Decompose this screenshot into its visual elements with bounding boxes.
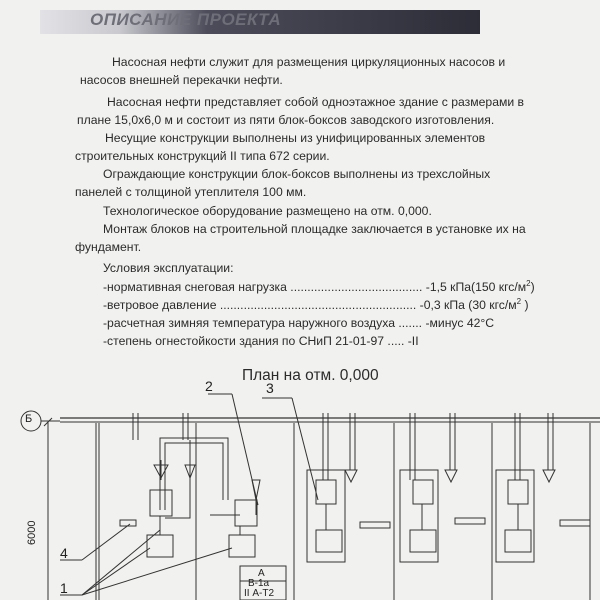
- paragraph-line: плане 15,0х6,0 м и состоит из пяти блок-боксов заводского изготовления.: [77, 113, 495, 127]
- conditions-heading: Условия эксплуатации:: [103, 261, 234, 275]
- callout-label: 1: [60, 580, 68, 596]
- page-title: ОПИСАНИЕ ПРОЕКТА: [90, 10, 282, 29]
- box-label: В-1а: [248, 578, 270, 589]
- dimension-label: 6000: [26, 520, 38, 545]
- paragraph-line: фундамент.: [75, 240, 142, 254]
- callout-label: 3: [266, 380, 274, 396]
- plan-title: План на отм. 0,000: [242, 367, 379, 384]
- paragraph-line: Насосная нефти служит для размещения циркуляционных насосов и: [112, 55, 506, 69]
- axis-label: Б: [25, 413, 33, 425]
- paragraph-line: Насосная нефти представляет собой одноэтажное здание с размерами в: [107, 95, 525, 109]
- condition-row: -расчетная зимняя температура наружного воздуха ....... -минус 42°С: [103, 316, 495, 330]
- paragraph-line: Ограждающие конструкции блок-боксов выполнены из трехслойных: [103, 167, 491, 181]
- box-label: А: [258, 568, 265, 579]
- callout-label: 4: [60, 545, 68, 561]
- condition-row: -нормативная снеговая нагрузка ....................................... -1,5 кПа(150 кгс/$м^2$): [103, 278, 535, 294]
- box-label: II А-Т2: [244, 588, 275, 599]
- paragraph-line: панелей с толщиной утеплителя 100 мм.: [75, 185, 307, 199]
- paragraph-line: Несущие конструкции выполнены из унифицированных элементов: [105, 131, 486, 145]
- condition-row: -степень огнестойкости здания по СНиП 21-01-97 ..... -II: [103, 334, 419, 348]
- paragraph-line: Технологическое оборудование размещено на отм. 0,000.: [103, 204, 432, 218]
- paragraph-line: насосов внешней перекачки нефти.: [80, 73, 283, 87]
- paragraph-line: строительных конструкций II типа 672 серии.: [75, 149, 330, 163]
- paragraph-line: Монтаж блоков на строительной площадке заключается в установке их на: [103, 222, 526, 236]
- condition-row: -ветровое давление .......................................................... -0,3 кПа (30 кгс/$м^2$ ): [103, 296, 529, 312]
- callout-label: 2: [205, 378, 213, 394]
